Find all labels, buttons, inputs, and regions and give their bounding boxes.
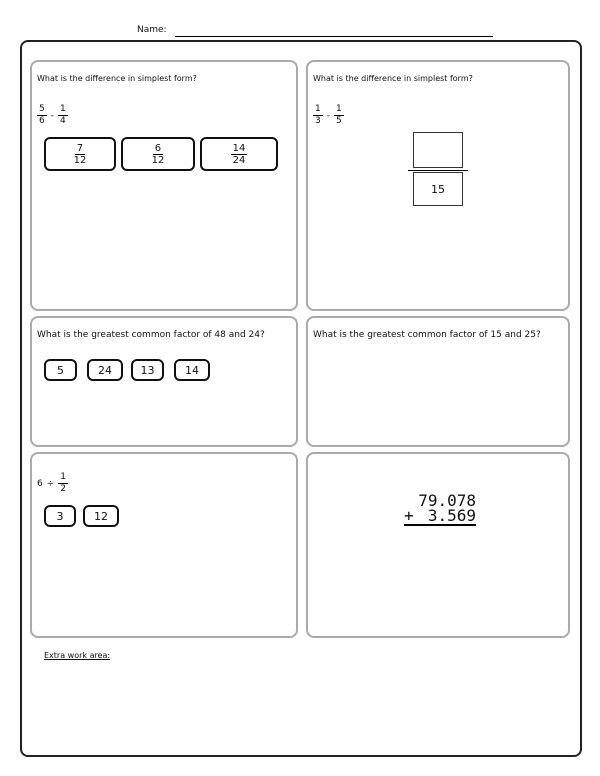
numerator: 1 — [315, 104, 321, 114]
operator: - — [326, 110, 330, 121]
problem-5 — [30, 452, 298, 638]
denominator: 6 — [39, 116, 45, 126]
problem-1 — [30, 60, 298, 311]
expression — [37, 104, 68, 127]
denominator-box: 15 — [413, 172, 463, 206]
numerator: 14 — [232, 142, 246, 154]
answer-option[interactable]: 13 — [131, 359, 164, 381]
problem-2 — [306, 60, 570, 311]
numerator-answer-box[interactable] — [413, 132, 463, 168]
denominator: 24 — [232, 154, 246, 166]
denominator: 5 — [335, 116, 342, 126]
problem-4 — [306, 316, 570, 447]
numerator: 5 — [39, 104, 45, 114]
operator: - — [50, 110, 54, 121]
numerator: 6 — [154, 142, 162, 154]
answer-option[interactable]: 24 — [87, 359, 123, 381]
plus-operator: + — [404, 506, 414, 525]
denominator: 12 — [151, 154, 165, 166]
numerator: 7 — [76, 142, 84, 154]
addend-1: 79.078 — [418, 491, 476, 510]
denominator: 12 — [73, 154, 87, 166]
addend-2: 3.569 — [427, 506, 476, 525]
answer-option[interactable] — [44, 137, 116, 171]
whole-number: 6 — [37, 478, 43, 489]
denominator: 3 — [315, 116, 321, 126]
operator: ÷ — [46, 478, 55, 489]
answer-option[interactable] — [121, 137, 195, 171]
expression — [313, 104, 344, 127]
answer-option[interactable]: 14 — [174, 359, 210, 381]
answer-option[interactable]: 3 — [44, 505, 76, 527]
name-label: Name: — [137, 25, 167, 35]
question: What is the difference in simplest form? — [313, 74, 473, 83]
sum-line — [404, 524, 476, 526]
question: What is the greatest common factor of 48 and 24? — [37, 330, 265, 340]
expression — [37, 472, 68, 495]
answer-option[interactable] — [200, 137, 278, 171]
name-input-line[interactable] — [175, 36, 493, 37]
answer-option[interactable]: 12 — [83, 505, 119, 527]
denominator: 4 — [59, 116, 66, 126]
problem-6 — [306, 452, 570, 638]
fraction-bar — [408, 170, 468, 171]
extra-work-label: Extra work area: — [44, 651, 111, 660]
numerator: 1 — [60, 472, 67, 482]
answer-option[interactable]: 5 — [44, 359, 77, 381]
numerator: 1 — [335, 104, 342, 114]
problem-3 — [30, 316, 298, 447]
numerator: 1 — [59, 104, 66, 114]
question: What is the greatest common factor of 15 and 25? — [313, 330, 541, 340]
denominator: 2 — [60, 484, 67, 494]
question: What is the difference in simplest form? — [37, 74, 197, 83]
